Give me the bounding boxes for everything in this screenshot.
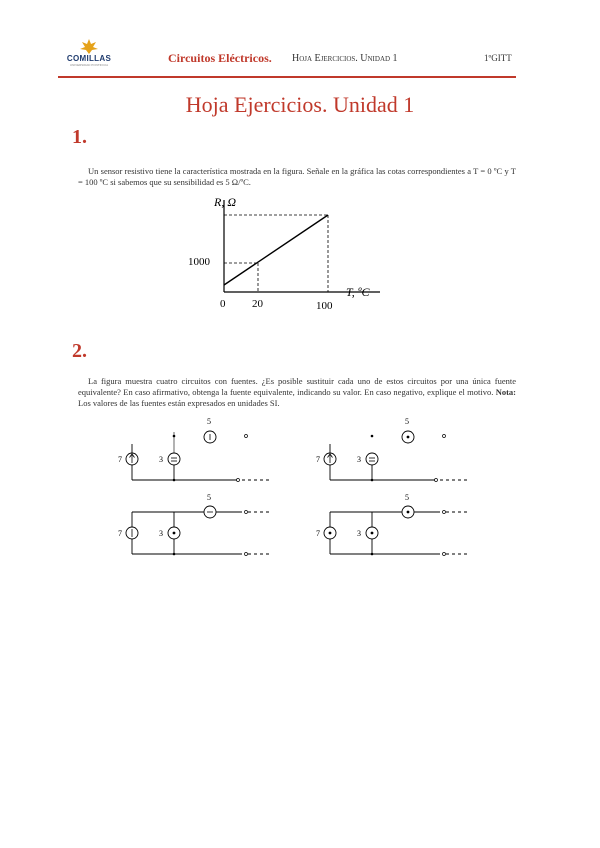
- graph-x-label: T, ºC: [346, 285, 370, 299]
- note-text: Los valores de las fuentes están expresados en unidades SI.: [78, 398, 280, 408]
- header-sheet: Hoja Ejercicios. Unidad 1: [292, 53, 398, 64]
- university-logo: [62, 38, 116, 74]
- header-subject: Circuitos Eléctricos.: [168, 51, 272, 65]
- logo-subtext: UNIVERSIDAD PONTIFICIA: [69, 63, 109, 67]
- source-3-label: 3: [357, 529, 361, 538]
- source-3-icon: [168, 453, 180, 465]
- source-7-label: 7: [316, 455, 320, 464]
- exercise-2-text: [78, 376, 516, 409]
- source-3-icon: [366, 453, 378, 465]
- page-title: Hoja Ejercicios. Unidad 1: [185, 92, 415, 117]
- graph-x-tick-20: 20: [252, 298, 263, 310]
- header-course: 1ºGITT: [484, 53, 512, 63]
- source-5-label: 5: [207, 417, 211, 426]
- source-5-label: 5: [405, 417, 409, 426]
- note-label: Nota:: [495, 387, 517, 397]
- sensor-graph: [180, 190, 400, 314]
- graph-y-label: R, Ω: [214, 195, 237, 209]
- source-3-label: 3: [159, 455, 163, 464]
- circuit-1: [110, 412, 280, 488]
- graph-x-tick-0: 0: [220, 298, 226, 310]
- circuit-3: [110, 492, 280, 562]
- logo-text: COMILLAS: [66, 54, 112, 63]
- exercise-1-text: [78, 166, 516, 188]
- header-rule: [58, 76, 516, 78]
- graph-y-tick: 1000: [188, 256, 210, 268]
- graph-x-tick-100: 100: [316, 300, 333, 312]
- source-5-label: 5: [207, 493, 211, 502]
- circuit-4: [308, 492, 478, 562]
- exercise-2-number: 2.: [72, 340, 87, 362]
- exercise-2-statement: La figura muestra cuatro circuitos con fuentes. ¿Es posible sustituir cada uno de estos circuitos por una única fuente equivalente? En caso afirmativo, obtenga la fuente equivalente, indicando su valor. En caso negativo, explique el motivo.: [78, 376, 516, 397]
- graph-characteristic-line: [224, 215, 328, 285]
- source-7-label: 7: [118, 529, 122, 538]
- source-7-label: 7: [316, 529, 320, 538]
- source-3-label: 3: [357, 455, 361, 464]
- circuit-2: [308, 412, 478, 488]
- source-7-label: 7: [118, 455, 122, 464]
- source-5-label: 5: [405, 493, 409, 502]
- source-3-label: 3: [159, 529, 163, 538]
- logo-emblem-icon: [78, 38, 100, 54]
- exercise-1-statement: Un sensor resistivo tiene la característica mostrada en la figura. Señale en la gráfica las cotas correspondientes a T = 0 ºC y T = 100 ºC si sabemos que su sensibilidad es 5 Ω/ºC.: [78, 166, 516, 187]
- exercise-1-number: 1.: [72, 126, 87, 148]
